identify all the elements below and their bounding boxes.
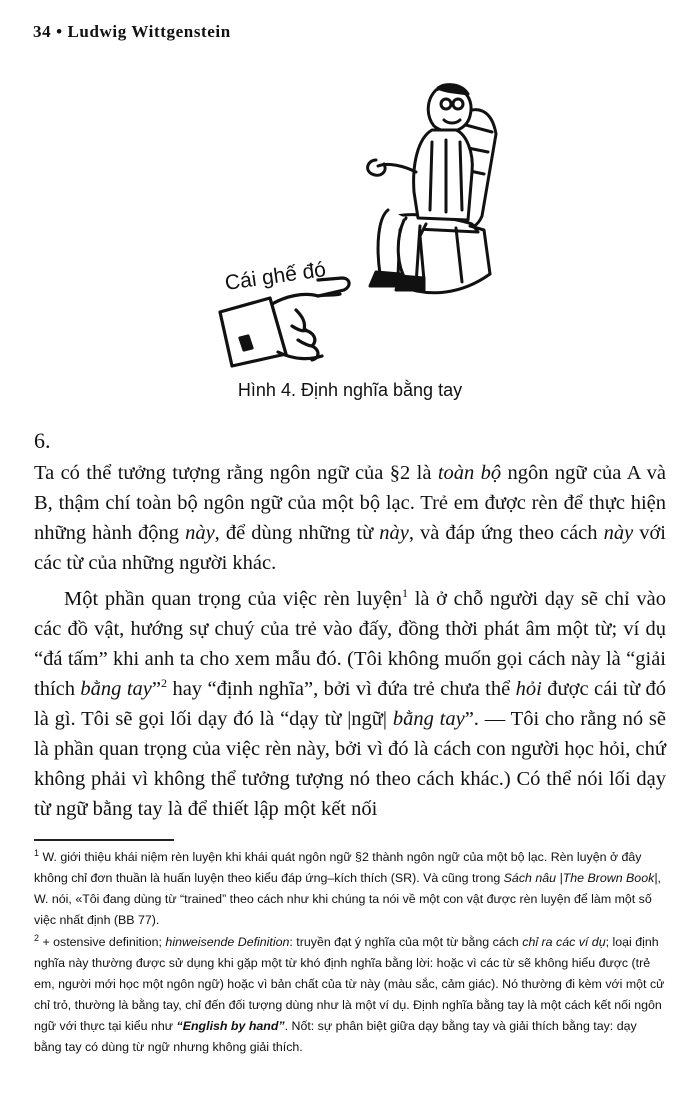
italic-run: bằng tay	[392, 708, 465, 730]
footnote-divider	[34, 839, 174, 841]
page-number: 34	[33, 22, 52, 41]
header-author: Ludwig Wittgenstein	[67, 22, 231, 41]
footnote-1	[34, 847, 666, 931]
footnote-2	[34, 932, 666, 1058]
italic-bold-run: “English by hand”	[176, 1019, 285, 1033]
text-run: hay “định nghĩa”, bởi vì đứa trẻ chưa thể	[167, 678, 516, 700]
italic-run: hỏi	[515, 678, 542, 700]
text-run: + ostensive definition;	[39, 935, 166, 949]
text-run: ”. — Tôi cho rằng nó sẽ là phần quan trọng của việc rèn này, bởi vì đó là cách con người học hỏi, chứ không phải vì không thể tưởng tượng nó theo cách khác.) Có thể nói lối dạy từ ngữ bằng tay là để thiết lập một kết nối	[34, 708, 666, 820]
text-run: là ở chỗ người dạy sẽ chỉ vào các đồ vật, hướng sự chuý của trẻ vào đấy, đồng thời phát âm một từ; ví dụ “đá tấm” khi anh ta cho xem mẫu đó. (Tôi không muốn gọi cách này là “giải thích	[34, 588, 666, 700]
footnote-ref-1[interactable]: 1	[402, 586, 409, 601]
italic-run: này	[379, 522, 409, 544]
paragraph-1	[34, 458, 666, 578]
footnote-mark: 2	[34, 932, 40, 943]
text-run: Một phần quan trọng của việc rèn luyện	[64, 588, 403, 610]
footnote-ref-2[interactable]: 2	[161, 676, 168, 691]
text-run: với các từ của những người khác.	[34, 522, 666, 574]
running-head	[33, 22, 231, 42]
section-number: 6.	[34, 428, 51, 453]
text-run: : truyền đạt ý nghĩa của một từ bằng cách	[289, 935, 523, 949]
footnote-mark: 1	[34, 847, 40, 858]
text-run: Ta có thể tưởng tượng rằng ngôn ngữ của §2 là	[34, 462, 438, 484]
text-run: ngôn ngữ của A và B, thậm chí toàn bộ ngôn ngữ của một bộ lạc. Trẻ em được rèn để thực hiện những hành động	[34, 462, 666, 544]
italic-run: này	[603, 522, 634, 544]
italic-run: bằng tay	[80, 678, 152, 700]
ostensive-definition-illustration	[200, 60, 520, 370]
italic-run: Sách nâu |The Brown Book|	[503, 871, 658, 885]
text-run: , và đáp ứng theo cách	[408, 522, 604, 544]
italic-run: hinweisende Definition	[165, 935, 290, 949]
paragraph-2	[34, 584, 666, 824]
header-bullet: •	[56, 22, 63, 41]
text-run: , để dùng những từ	[214, 522, 380, 544]
italic-run: này	[185, 522, 215, 544]
text-run: ; loại định nghĩa này thường được sử dụng khi gặp một từ khó định nghĩa bằng lời: hoặc vì các từ sẽ không hiểu được (trẻ em, người mới học một ngôn ngữ) hoặc vì bản chất của từ này (màu sắc, cảm giác). Nó thường đi kèm với một cử chỉ trỏ, thường là bằng tay, chỉ đến đối tượng dùng như là một ví dụ. Định nghĩa bằng tay là một cách kết nối ngôn ngữ với thực tại kiểu như	[34, 935, 665, 1033]
text-run: W. giới thiệu khái niệm rèn luyện khi khái quát ngôn ngữ §2 thành ngôn ngữ của một bộ lạc. Rèn luyện ở đây không chỉ đơn thuần là huấn luyện theo kiểu đáp ứng–kích thích (SR). Và cũng trong	[34, 850, 642, 885]
old-man-rocking-chair-drawing	[368, 85, 496, 293]
figure-caption: Hình 4. Định nghĩa bằng tay	[237, 380, 463, 400]
text-run: ”	[151, 678, 162, 700]
text-run: . Nốt: sự phân biệt giữa dạy bằng tay và giải thích bằng tay: dạy bằng tay có dùng từ ngữ nhưng không giải thích.	[34, 1019, 637, 1054]
text-run: được cái từ đó là gì. Tôi sẽ gọi lối dạy đó là “dạy từ |ngữ|	[34, 678, 667, 730]
text-run: , W. nói, «Tôi đang dùng từ “trained” theo cách như khi chúng ta nói về một con vật được rèn luyện để làm một số việc nhất định (BB 77).	[34, 871, 661, 927]
italic-run: toàn bộ	[437, 462, 502, 484]
figure-label-text: Cái ghế đó	[223, 258, 328, 295]
italic-run: chỉ ra các ví dụ	[522, 935, 606, 949]
